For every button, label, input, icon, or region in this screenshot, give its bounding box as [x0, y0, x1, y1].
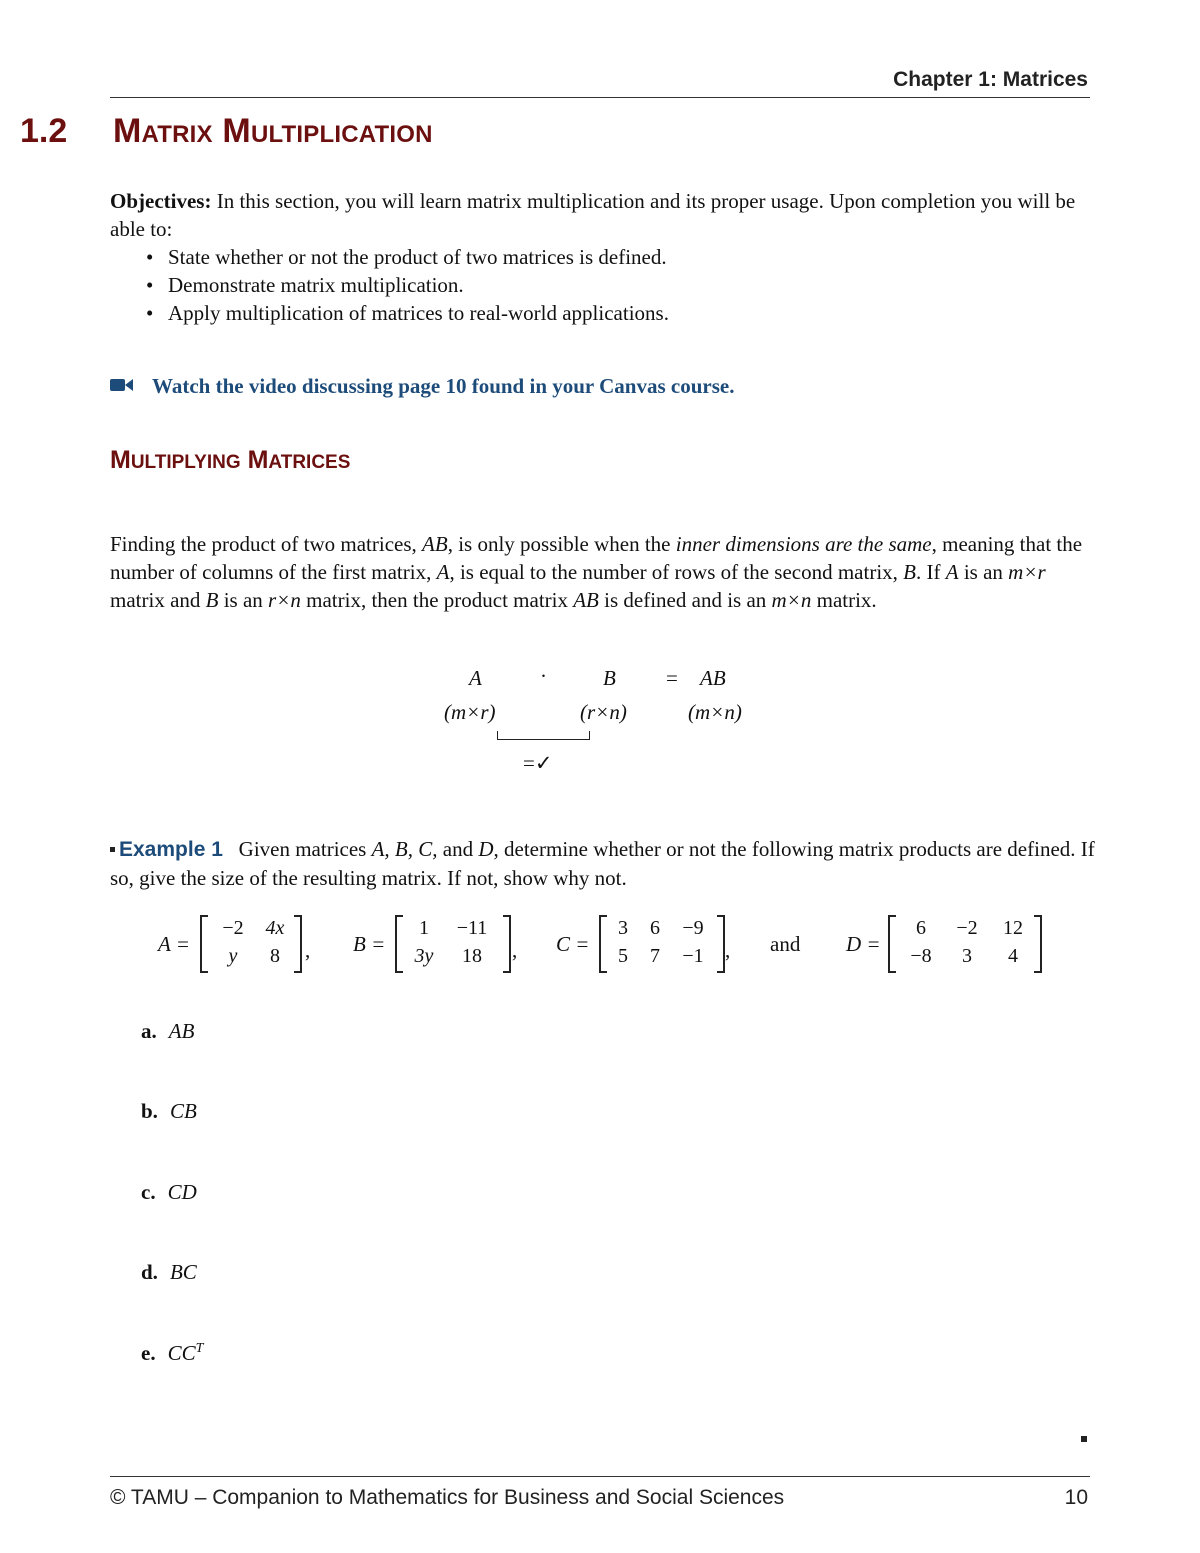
part-c: c. CD — [141, 1180, 197, 1204]
diagram-dim-a: (m×r) — [444, 700, 496, 724]
objective-item: • Demonstrate matrix multiplication. — [168, 271, 1090, 299]
title-cap-1: M — [113, 112, 142, 150]
matrix-cell: −8 — [910, 945, 932, 967]
end-of-example-icon — [1081, 1436, 1087, 1442]
matrix-comma: , — [725, 938, 731, 962]
objectives-label: Objectives: — [110, 189, 212, 213]
example-1: Example 1 Given matrices A, B, C, and D, determine whether or not the following matrix products are defined. If so, give the size of the resulting matrix. If not, show why not. — [110, 837, 1095, 890]
matrix-b — [395, 915, 511, 973]
matrix-cell: 1 — [419, 917, 429, 939]
matrix-cell: 7 — [650, 945, 660, 967]
video-link[interactable] — [110, 374, 734, 401]
example-label: Example 1 — [119, 838, 223, 861]
matrix-cell: 6 — [650, 917, 660, 939]
diagram-multiply-dot: · — [540, 664, 547, 688]
matrix-cell: 12 — [1003, 917, 1023, 939]
section-title — [113, 112, 433, 151]
matrix-cell: −11 — [456, 917, 488, 939]
subsection-rest-1: ULTIPLYING — [130, 452, 241, 473]
footer-rule — [110, 1476, 1090, 1477]
objective-item: • State whether or not the product of two matrices is defined. — [168, 243, 1090, 271]
matrix-cell: 3 — [962, 945, 972, 967]
title-rest-1: ATRIX — [141, 121, 213, 148]
title-cap-2: M — [222, 112, 251, 150]
matrix-cell: −9 — [682, 917, 704, 939]
matrix-cell: −1 — [682, 945, 704, 967]
matrix-d-label: D = — [846, 932, 881, 956]
part-b: b. CB — [141, 1099, 197, 1123]
part-d: d. BC — [141, 1260, 197, 1284]
chapter-header: Chapter 1: Matrices — [893, 68, 1088, 91]
definition-paragraph: Finding the product of two matrices, AB, is only possible when the inner dimensions are the same, meaning that the number of columns of the first matrix, A, is equal to the number of rows of the second matrix, B. If A is an m×r matrix and B is an r×n matrix, then the product matrix AB is defined and is an m×n matrix. — [110, 532, 1083, 612]
diagram-product-ab: AB — [700, 666, 726, 690]
diagram-dim-b: (r×n) — [580, 700, 627, 724]
matrix-cell: y — [228, 945, 238, 967]
subsection-title — [110, 446, 350, 475]
part-e: e. $CC^T$ — [141, 1341, 204, 1365]
video-link-text[interactable]: Watch the video discussing page 10 found in your Canvas course. — [152, 374, 735, 398]
matrix-cell: 3 — [618, 917, 628, 939]
matrix-cell: −2 — [956, 917, 978, 939]
matrix-cell: 5 — [618, 945, 628, 967]
example-marker-icon — [110, 847, 115, 852]
footer-copyright: © TAMU – Companion to Mathematics for Business and Social Sciences — [110, 1486, 785, 1509]
matrix-c — [599, 915, 725, 973]
objectives-block — [110, 187, 1090, 327]
page-number: 10 — [1064, 1486, 1088, 1509]
matrix-comma: , — [305, 938, 311, 962]
diagram-matrix-a: A — [469, 666, 482, 690]
part-a: a. AB — [141, 1019, 195, 1043]
diagram-check: =✓ — [523, 751, 553, 775]
matrix-cell: 8 — [270, 945, 280, 967]
header-rule — [110, 97, 1090, 98]
title-rest-2: ULTIPLICATION — [250, 121, 433, 148]
diagram-equals: = — [666, 666, 678, 690]
subsection-rest-2: ATRICES — [268, 452, 351, 473]
matrix-comma: , — [512, 938, 518, 962]
section-number: 1.2 — [20, 112, 68, 150]
matrix-d — [888, 915, 1042, 973]
matrix-b-label: B = — [353, 932, 386, 956]
objective-item: • Apply multiplication of matrices to real-world applications. — [168, 299, 1090, 327]
video-camera-icon — [110, 374, 134, 399]
matrix-a-label: A = — [158, 932, 190, 956]
and-text: and — [770, 932, 801, 956]
diagram-matrix-b: B — [603, 666, 616, 690]
matrix-cell: −2 — [222, 917, 244, 939]
matrix-cell: 18 — [462, 945, 482, 967]
matrix-cell: 4 — [1008, 945, 1018, 967]
objectives-intro: In this section, you will learn matrix multiplication and its proper usage. Upon completion you will be able to: — [110, 189, 1076, 241]
matrix-cell: 4x — [265, 917, 285, 939]
matrix-cell: 3y — [414, 945, 434, 967]
subsection-cap-1: M — [110, 446, 131, 474]
subsection-cap-2: M — [247, 446, 269, 474]
matrix-a — [200, 915, 302, 973]
diagram-dim-ab: (m×n) — [688, 700, 742, 724]
matrix-c-label: C = — [556, 932, 590, 956]
objectives-list — [110, 243, 1090, 327]
matrix-cell: 6 — [916, 917, 926, 939]
diagram-inner-bracket — [497, 731, 590, 740]
